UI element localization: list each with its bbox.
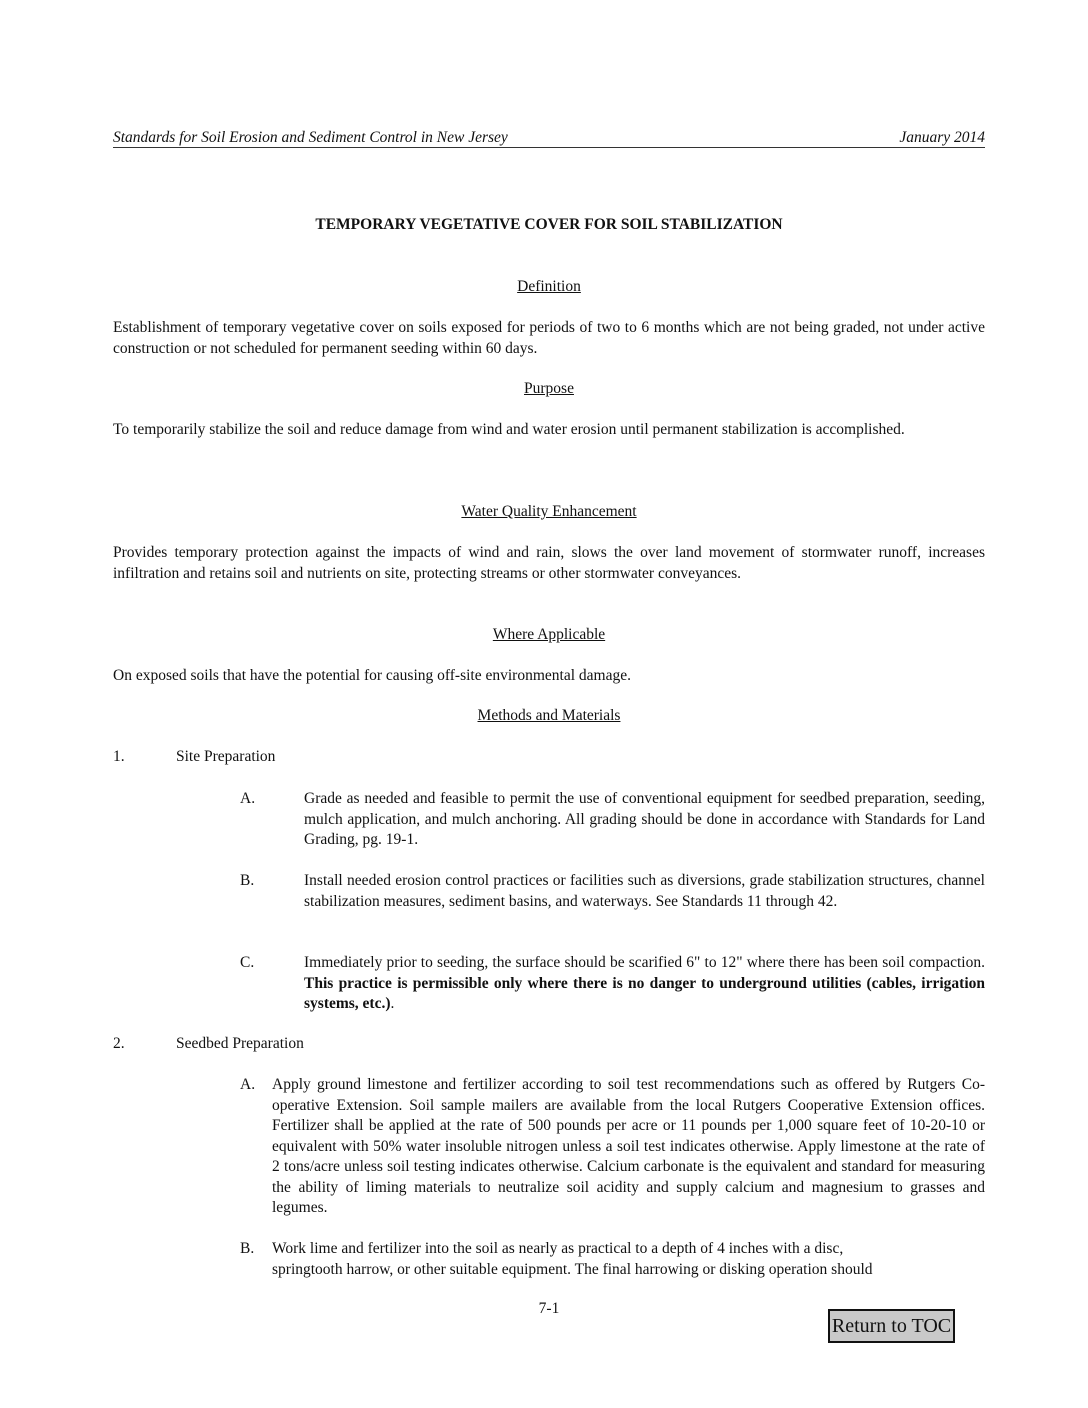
- page-title: TEMPORARY VEGETATIVE COVER FOR SOIL STABILIZATION: [315, 216, 783, 233]
- site-preparation-label: Site Preparation: [176, 748, 276, 765]
- purpose-text: To temporarily stabilize the soil and reduce damage from wind and water erosion until permanent stabilization is accomplished.: [113, 421, 905, 438]
- return-to-toc-button[interactable]: Return to TOC: [828, 1309, 955, 1343]
- seedbed-item-b-line-1: Work lime and fertilizer into the soil as nearly as practical to a depth of 4 inches with a disc,: [272, 1240, 844, 1257]
- list-number-2: 2.: [113, 1035, 125, 1052]
- heading-water-quality: Water Quality Enhancement: [461, 503, 637, 520]
- site-prep-item-a-text: Grade as needed and feasible to permit the use of conventional equipment for seedbed preparation, seeding, mulch application, and mulch anchoring. All grading should be done in accordance with Standards for Land Grading, pg. 19-1.: [304, 790, 985, 848]
- header-date: January 2014: [899, 129, 985, 146]
- heading-where-applicable: Where Applicable: [492, 626, 606, 643]
- seedbed-item-a-text: Apply ground limestone and fertilizer according to soil test recommendations such as offered by Rutgers Co-operative Extension. Soil sample mailers are available from the local Rutgers Cooperative Extension offices. Fertilizer shall be applied at the rate of 500 pounds per acre or 11 pounds per 1,000 square feet of 10-20-10 or equivalent with 50% water insoluble nitrogen unless a soil test indicates otherwise. Apply limestone at the rate of 2 tons/acre unless soil testing indicates otherwise. Calcium carbonate is the equivalent and standard for measuring the ability of liming materials to neutralize soil acidity and supply calcium and magnesium to grasses and legumes.: [272, 1076, 985, 1216]
- heading-methods-materials: Methods and Materials: [477, 707, 621, 724]
- heading-purpose: Purpose: [524, 380, 574, 397]
- seedbed-item-b-letter: B.: [240, 1240, 255, 1257]
- site-prep-item-a-letter: A.: [240, 790, 256, 807]
- seedbed-item-b-text: [272, 1239, 985, 1280]
- water-quality-text: Provides temporary protection against the impacts of wind and rain, slows the over land movement of stormwater runoff, increases infiltration and retains soil and nutrients on site, protecting streams or other stormwater conveyances.: [113, 544, 985, 582]
- site-prep-item-c-text: [304, 953, 985, 1015]
- seedbed-item-a-letter: A.: [240, 1076, 256, 1093]
- seedbed-item-b-line-2: springtooth harrow, or other suitable equipment. The final harrowing or disking operation should: [272, 1260, 873, 1278]
- site-prep-item-c-warning: This practice is permissible only where there is no danger to underground utilities (cables, irrigation systems, etc.): [304, 974, 985, 1012]
- seedbed-preparation-label: Seedbed Preparation: [176, 1035, 304, 1052]
- site-prep-item-b-letter: B.: [240, 872, 255, 889]
- running-header: [113, 129, 985, 148]
- heading-definition: Definition: [517, 278, 581, 295]
- page-number: 7-1: [538, 1300, 560, 1317]
- definition-text: Establishment of temporary vegetative cover on soils exposed for periods of two to 6 months which are not being graded, not under active construction or not scheduled for permanent seeding within 60 days.: [113, 319, 985, 357]
- site-prep-item-c-plain: Immediately prior to seeding, the surface should be scarified 6" to 12" where there has been soil compaction.: [304, 954, 985, 971]
- site-prep-item-c-tail: .: [390, 995, 395, 1012]
- where-applicable-text: On exposed soils that have the potential for causing off-site environmental damage.: [113, 667, 631, 684]
- site-prep-item-b-text: Install needed erosion control practices or facilities such as diversions, grade stabilization structures, channel stabilization measures, sediment basins, and waterways. See Standards 11 through 42.: [304, 872, 985, 910]
- site-prep-item-c-letter: C.: [240, 954, 255, 971]
- list-number-1: 1.: [113, 748, 125, 765]
- header-document-title: Standards for Soil Erosion and Sediment Control in New Jersey: [113, 129, 508, 146]
